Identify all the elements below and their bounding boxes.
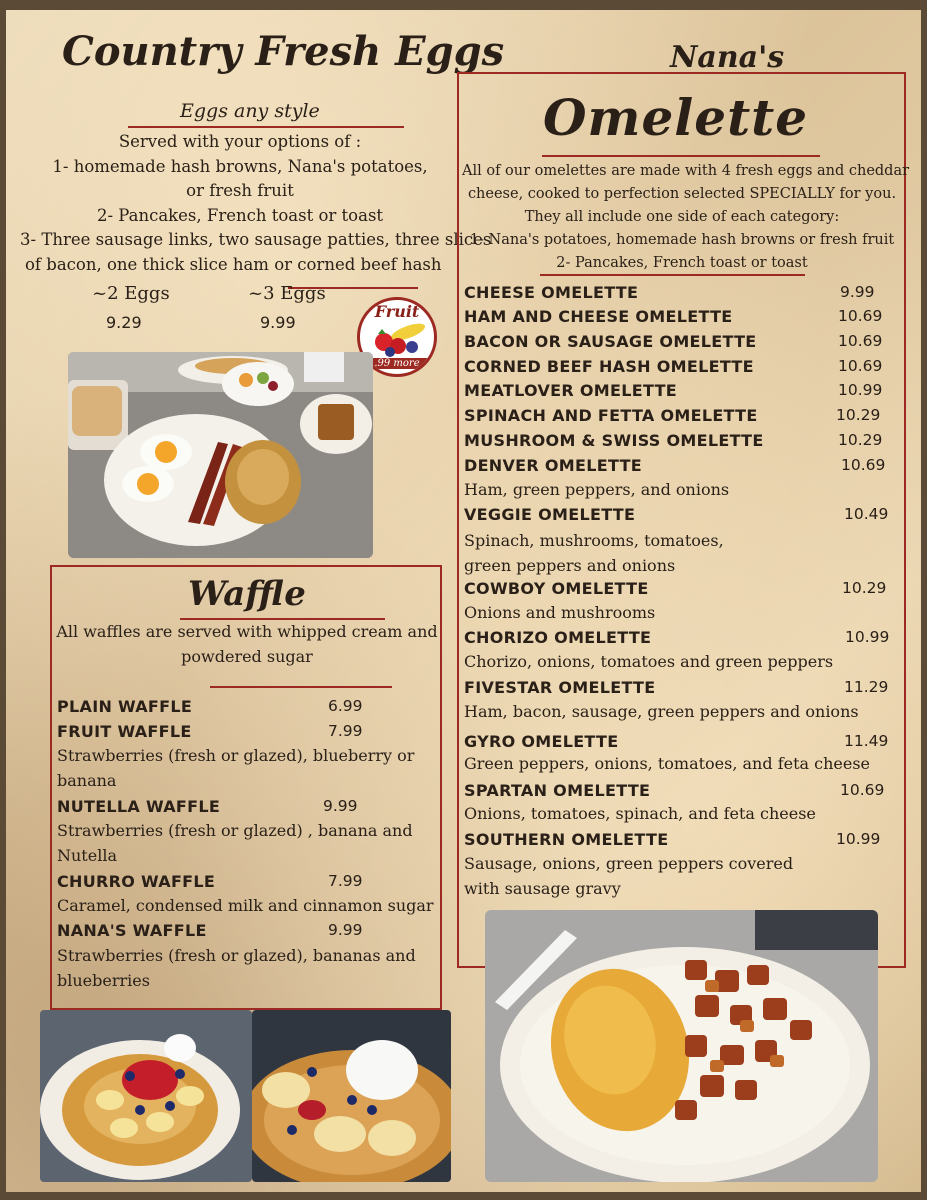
eggs-subtitle: Eggs any style [180, 100, 320, 122]
menu-item-description: Onions and mushrooms [464, 603, 656, 622]
menu-item-price: 10.29 [838, 431, 883, 449]
egg-option-label: ~3 Eggs [248, 283, 326, 304]
menu-item-price: 10.29 [836, 406, 881, 424]
fruit-icon [368, 320, 428, 358]
fruit-badge-note: .99 more [360, 358, 434, 369]
eggs-line: of bacon, one thick slice ham or corned beef hash [25, 254, 442, 274]
menu-item-name: VEGGIE OMELETTE [464, 505, 636, 524]
eggs-line: 2- Pancakes, French toast or toast [96, 205, 384, 225]
eggs-options-text [20, 130, 492, 277]
omelette-desc-line: cheese, cooked to perfection selected SPECIALLY for you. [467, 186, 897, 202]
omelette-desc-line: 1- Nana's potatoes, homemade hash browns or fresh fruit [469, 232, 895, 248]
torn-edge-right [921, 0, 927, 1200]
waffle-description [52, 619, 442, 669]
menu-item-name: DENVER OMELETTE [464, 456, 643, 475]
menu-item-price: 9.99 [840, 283, 875, 301]
menu-item-price: 10.69 [838, 357, 883, 375]
menu-item-description: Ham, bacon, sausage, green peppers and onions [464, 702, 859, 721]
menu-item-price: 11.49 [844, 732, 889, 750]
menu-item-price: 10.69 [840, 781, 885, 799]
eggs-section-title: Country Fresh Eggs [62, 28, 505, 75]
menu-item-description: Caramel, condensed milk and cinnamon sugar [57, 896, 434, 915]
menu-item-name: CHORIZO OMELETTE [464, 628, 652, 647]
egg-option-label: ~2 Eggs [92, 283, 170, 304]
eggs-line: or fresh fruit [186, 181, 294, 200]
menu-item-price: 10.99 [838, 381, 883, 399]
menu-item-name: GYRO OMELETTE [464, 732, 619, 751]
menu-item-description: Ham, green peppers, and onions [464, 480, 730, 499]
menu-item-price: 7.99 [328, 722, 363, 740]
torn-edge-left [0, 0, 6, 1200]
menu-item-name: MUSHROOM & SWISS OMELETTE [464, 431, 764, 450]
omelette-plate-image [485, 910, 878, 1182]
divider [540, 274, 805, 276]
eggs-line: Served with your options of : [118, 132, 362, 151]
nanas-waffle-photo [252, 1010, 451, 1182]
omelette-desc-line: 2- Pancakes, French toast or toast [556, 255, 808, 271]
menu-item-name: NANA'S WAFFLE [57, 921, 207, 940]
eggs-line: 3- Three sausage links, two sausage patties, three slices [20, 230, 492, 249]
menu-item-name: PLAIN WAFFLE [57, 697, 193, 716]
egg-option-price: 9.29 [106, 313, 142, 332]
menu-item-name: COWBOY OMELETTE [464, 579, 649, 598]
waffle-section-title: Waffle [188, 574, 306, 614]
omelette-desc-line: All of our omelettes are made with 4 fresh eggs and cheddar [462, 163, 910, 179]
menu-item-name: MEATLOVER OMELETTE [464, 381, 678, 400]
menu-item-description: Chorizo, onions, tomatoes and green peppers [464, 652, 834, 671]
menu-item-description: banana [57, 771, 117, 790]
menu-item-price: 9.99 [323, 797, 358, 815]
menu-item-name: HAM AND CHEESE OMELETTE [464, 307, 733, 326]
omelette-section-title: Omelette [543, 88, 809, 147]
menu-item-description: Spinach, mushrooms, tomatoes, green peppers and onions [464, 531, 724, 575]
menu-item-name: FIVESTAR OMELETTE [464, 678, 656, 697]
menu-item-description: Strawberries (fresh or glazed) , banana and [57, 821, 413, 840]
menu-item-price: 10.69 [838, 307, 883, 325]
waffle-desc-line: All waffles are served with whipped cream and [56, 622, 438, 641]
omelette-desc-line: They all include one side of each category: [524, 209, 840, 225]
breakfast-plate-photo [68, 352, 373, 558]
menu-item-price: 10.29 [842, 579, 887, 597]
menu-item-name: SPARTAN OMELETTE [464, 781, 651, 800]
menu-item-price: 10.49 [844, 505, 889, 523]
divider [542, 155, 820, 157]
fruit-waffle-photo [40, 1010, 252, 1182]
breakfast-plate-image [68, 352, 373, 558]
menu-item-description: Green peppers, onions, tomatoes, and feta cheese [464, 754, 871, 773]
menu-item-price: 6.99 [328, 697, 363, 715]
menu-item-price: 10.99 [836, 830, 881, 848]
menu-item-price: 9.99 [328, 921, 363, 939]
menu-item-price: 10.69 [841, 456, 886, 474]
menu-item-name: SOUTHERN OMELETTE [464, 830, 669, 849]
omelette-description [462, 160, 910, 275]
menu-item-description: blueberries [57, 971, 150, 990]
menu-item-description: Sausage, onions, green peppers covered with sausage gravy [464, 854, 794, 898]
fruit-waffle-image [40, 1010, 252, 1182]
menu-item-name: CHURRO WAFFLE [57, 872, 216, 891]
menu-item-name: CORNED BEEF HASH OMELETTE [464, 357, 754, 376]
menu-item-description: Nutella [57, 846, 117, 865]
menu-item-name: FRUIT WAFFLE [57, 722, 192, 741]
menu-item-price: 7.99 [328, 872, 363, 890]
menu-item-price: 10.69 [838, 332, 883, 350]
menu-item-description: Strawberries (fresh or glazed), bananas and [57, 946, 416, 965]
menu-item-name: CHEESE OMELETTE [464, 283, 639, 302]
divider [210, 686, 392, 688]
waffle-desc-line: powdered sugar [181, 647, 313, 666]
fruit-badge-title: Fruit [374, 302, 420, 321]
nanas-waffle-image [252, 1010, 451, 1182]
menu-item-description: Onions, tomatoes, spinach, and feta cheese [464, 804, 816, 823]
menu-item-price: 11.29 [844, 678, 889, 696]
menu-item-price: 10.99 [845, 628, 890, 646]
menu-item-name: SPINACH AND FETTA OMELETTE [464, 406, 758, 425]
torn-edge-bottom [0, 1192, 927, 1200]
menu-item-name: NUTELLA WAFFLE [57, 797, 221, 816]
egg-option-price: 9.99 [260, 313, 296, 332]
omelette-owner: Nana's [670, 40, 785, 75]
divider [128, 126, 404, 128]
omelette-plate-photo [485, 910, 878, 1182]
menu-item-name: BACON OR SAUSAGE OMELETTE [464, 332, 757, 351]
eggs-line: 1- homemade hash browns, Nana's potatoes, [52, 156, 428, 176]
menu-item-description: Strawberries (fresh or glazed), blueberry or [57, 746, 415, 765]
torn-edge-top [0, 0, 927, 10]
